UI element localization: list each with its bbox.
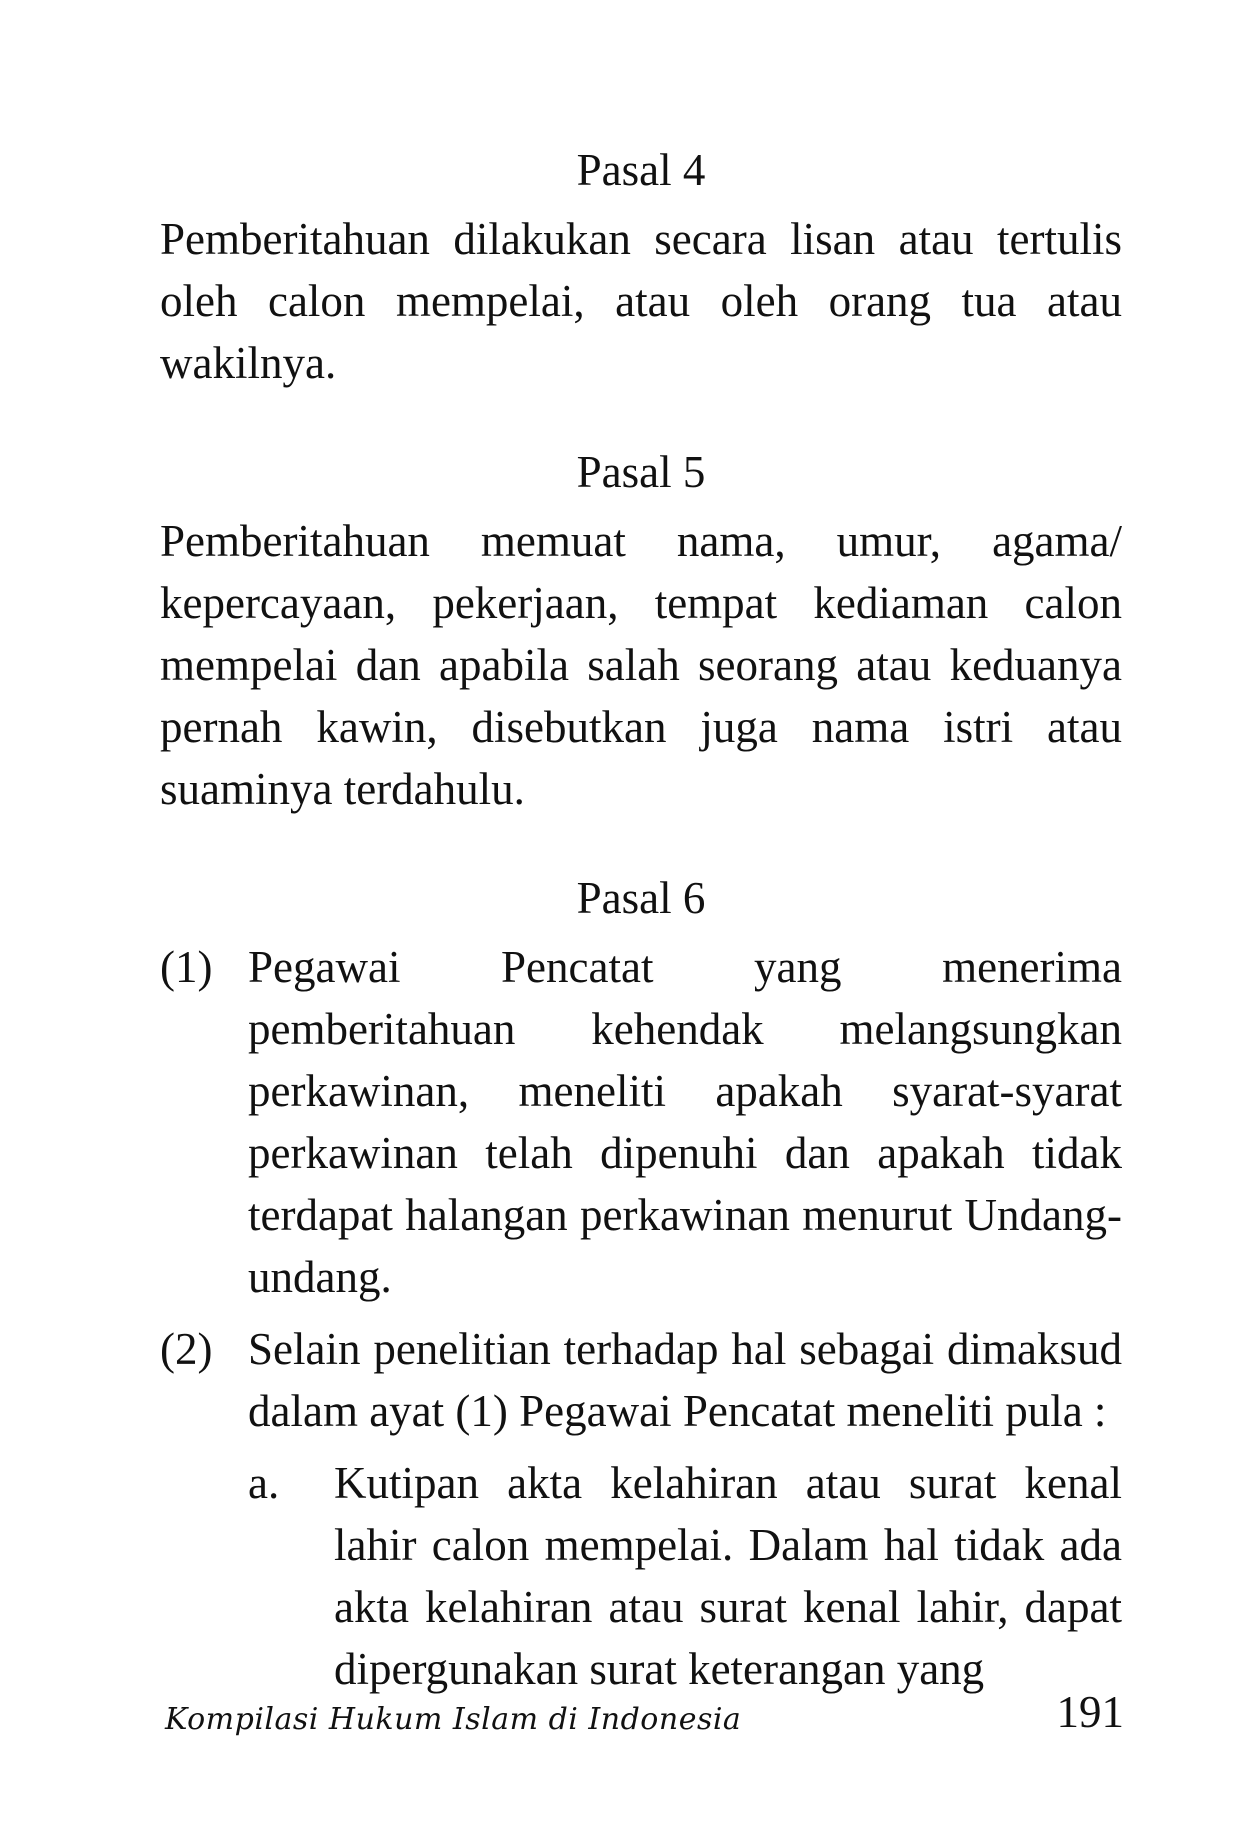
- item-text: Pegawai Pencatat yang menerima pemberitahuan kehendak melangsungkan perkawinan, meneliti apakah syarat-syarat perkawinan telah dipenuhi dan apakah tidak terdapat halangan perkawinan menurut Undang-undang.: [248, 942, 1122, 1302]
- item-text: Selain penelitian terhadap hal sebagai dimaksud dalam ayat (1) Pegawai Pencatat meneliti pula :: [248, 1324, 1122, 1436]
- pasal-6-item-2: [160, 1318, 1122, 1700]
- item-number: (2): [160, 1324, 213, 1374]
- pasal-6-heading: Pasal 6: [576, 873, 706, 923]
- page-number: 191: [1056, 1687, 1124, 1737]
- pasal-6-item-2-subitem-a: [248, 1452, 1122, 1700]
- book-title: Kompilasi Hukum Islam di Indonesia: [165, 1702, 742, 1737]
- page-footer: [165, 1680, 1124, 1740]
- subitem-text: Kutipan akta kelahiran atau surat kenal lahir calon mempelai. Dalam hal tidak ada akta kelahiran atau surat kenal lahir, dapat dipergunakan surat keterangan yang: [334, 1458, 1122, 1694]
- pasal-4-heading: Pasal 4: [576, 145, 706, 195]
- pasal-4-text: Pemberitahuan dilakukan secara lisan atau tertulis oleh calon mempelai, atau oleh orang tua atau wakilnya.: [160, 214, 1122, 388]
- item-body-container: [248, 1318, 1122, 1700]
- pasal-5-heading: Pasal 5: [576, 447, 706, 497]
- page-content: [160, 140, 1122, 1710]
- item-number: (1): [160, 942, 213, 992]
- pasal-6-item-1: [160, 936, 1122, 1308]
- subitem-label: a.: [248, 1458, 280, 1508]
- pasal-5-text: Pemberitahuan memuat nama, umur, agama/ kepercayaan, pekerjaan, tempat kediaman calon mempelai dan apabila salah seorang atau keduanya pernah kawin, disebutkan juga nama istri atau suaminya terdahulu.: [160, 516, 1122, 814]
